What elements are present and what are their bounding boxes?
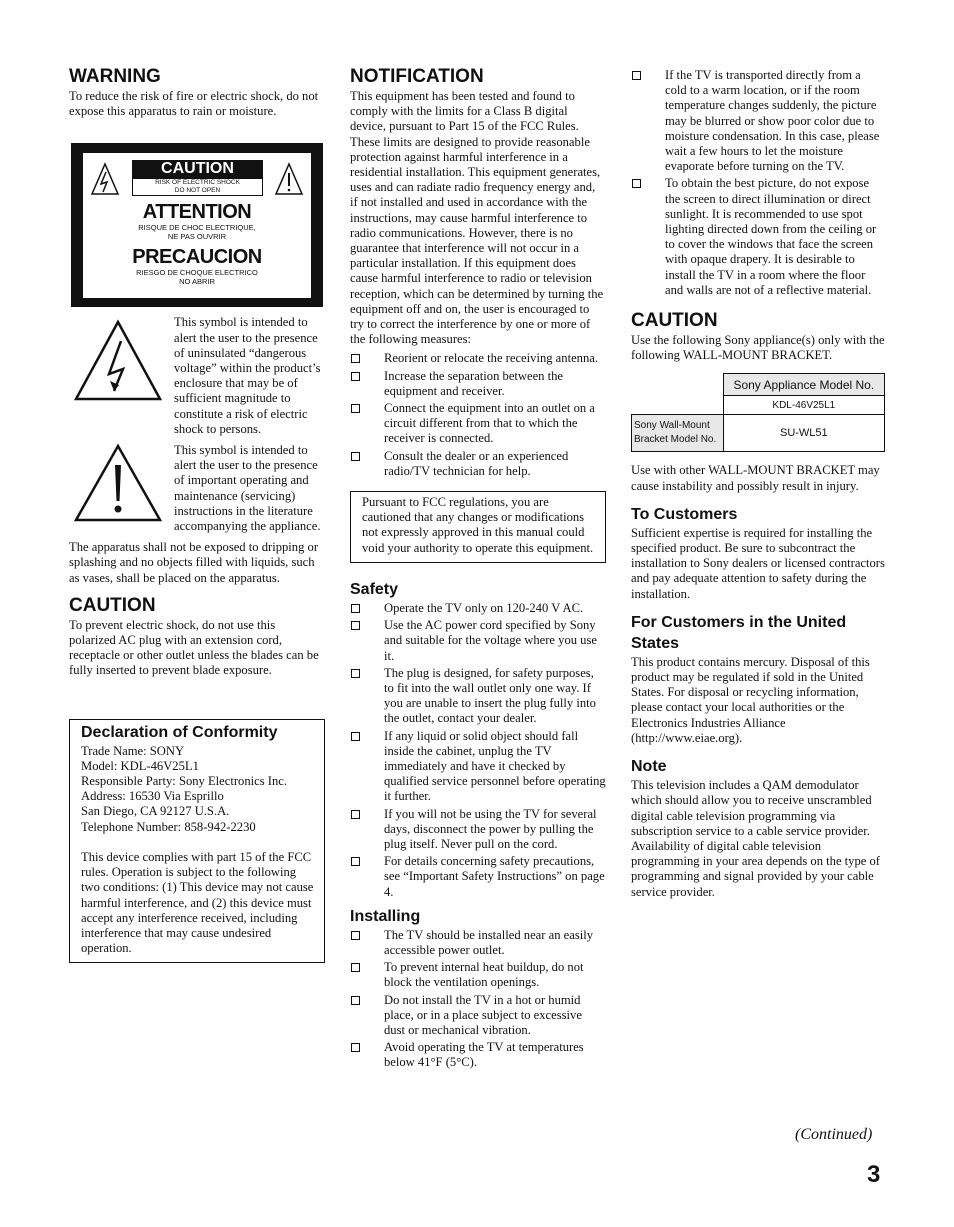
installing-list [350,928,606,1071]
declaration-line: Model: KDL-46V25L1 [81,758,199,773]
note-heading: Note [631,758,667,776]
list-item: The TV should be installed near an easily accessible power outlet. [350,928,606,958]
list-item: Avoid operating the TV at temperatures below 41°F (5°C). [350,1040,606,1070]
warning-heading: WARNING [69,66,161,87]
installing-heading: Installing [350,907,421,925]
checkbox-bullet-icon [351,732,360,741]
checkbox-bullet-icon [351,452,360,461]
checkbox-bullet-icon [632,71,641,80]
apparatus-text: The apparatus shall not be exposed to dripping or splashing and no objects filled with liquids, such as vases, shall be placed on the apparatus. [69,540,319,585]
continued-label: (Continued) [795,1126,873,1143]
exclamation-symbol-row [69,443,325,534]
customers-heading: To Customers [631,505,738,523]
condensation-list [631,68,885,298]
checkbox-bullet-icon [351,621,360,630]
list-item: If the TV is transported directly from a cold to a warm location, or if the room temperature changes suddenly, the picture may be blurred or show poor color due to moisture condensation. In this case, please wait a few hours to let the moisture evaporate before turning on the TV. [631,68,885,174]
measures-list [350,351,606,479]
list-item: Do not install the TV in a hot or humid place, or in a place subject to excessive dust or mechanical vibration. [350,993,606,1039]
table-cell-model: KDL-46V25L1 [723,396,884,415]
checkbox-bullet-icon [351,1043,360,1052]
symbol1-text: This symbol is intended to alert the user to the presence of uninsulated “dangerous voltage” within the product’s enclosure that may be of sufficient magnitude to constitute a risk of electric shock to persons. [174,315,321,436]
checkbox-bullet-icon [351,604,360,613]
after-table-text: Use with other WALL-MOUNT BRACKET may cause instability and possibly result in injury. [631,463,880,493]
declaration-title: Declaration of Conformity [81,723,278,741]
safety-list [350,601,606,900]
exclamation-triangle-icon [274,162,304,196]
notification-heading: NOTIFICATION [350,66,484,87]
list-item: To prevent internal heat buildup, do not block the ventilation openings. [350,960,606,990]
lightning-triangle-icon [90,162,120,196]
checkbox-bullet-icon [351,372,360,381]
checkbox-bullet-icon [351,810,360,819]
note-text: This television includes a QAM demodulator which should allow you to receive unscrambled digital cable television programming via subscription service to a cable service provider. Availability of digital cable television programming in your area depends on the type of programming and signal provided by your cable service provider. [631,778,881,899]
checkbox-bullet-icon [351,931,360,940]
checkbox-bullet-icon [351,404,360,413]
declaration-line: Trade Name: SONY [81,743,185,758]
us-customers-heading: For Customers in the United States [631,613,847,652]
list-item: Reorient or relocate the receiving antenna. [350,351,606,366]
exclamation-triangle-icon [73,443,163,523]
list-item: To obtain the best picture, do not expose the screen to direct illumination or direct sunlight. It is recommended to use spot lighting directed down from the ceiling or to cover the windows that face the screen with opaque drapery. It is desirable to install the TV in a room where the floor and walls are not of a reflective material. [631,176,885,298]
declaration-compliance: This device complies with part 15 of the FCC rules. Operation is subject to the following two conditions: (1) This device may not cause harmful interference, and (2) this device must accept any interference received, including interference that may cause undesired operation. [81,849,314,956]
list-item: If any liquid or solid object should fall inside the cabinet, unplug the TV immediately and have it checked by qualified service personnel before operating it further. [350,729,606,805]
label-precaucion: PRECAUCION [132,246,262,269]
label-caution: CAUTION [132,160,263,178]
list-item: If you will not be using the TV for several days, disconnect the power by pulling the plug itself. Never pull on the cord. [350,807,606,853]
declaration-box [69,719,325,964]
caution-text: To prevent electric shock, do not use this polarized AC plug with an extension cord, receptacle or other outlet unless the blades can be fully inserted to prevent blade exposure. [69,617,319,678]
list-item: Operate the TV only on 120-240 V AC. [350,601,606,616]
caution-heading: CAUTION [631,310,718,332]
page-number: 3 [867,1161,881,1188]
lightning-symbol-row [69,315,325,437]
lightning-triangle-icon [73,319,163,403]
checkbox-bullet-icon [351,857,360,866]
label-attention: ATTENTION [142,201,252,224]
caution-text: Use the following Sony appliance(s) only with the following WALL-MOUNT BRACKET. [631,333,885,363]
fcc-regulation-box: Pursuant to FCC regulations, you are cautioned that any changes or modifications not expressly approved in this manual could void your authority to operate this equipment. [350,491,606,563]
checkbox-bullet-icon [351,963,360,972]
list-item: For details concerning safety precautions, see “Important Safety Instructions” on page 4. [350,854,606,900]
column-left [69,66,325,963]
list-item: The plug is designed, for safety purposes, to fit into the wall outlet only one way. If you are unable to insert the plug fully into the outlet, contact your dealer. [350,666,606,727]
declaration-line: Telephone Number: 858-942-2230 [81,819,256,834]
symbol2-text: This symbol is intended to alert the user to the presence of important operating and maintenance (servicing) instructions in the literature accompanying the appliance. [174,443,321,534]
table-row-header-bracket: Sony Wall-Mount Bracket Model No. [632,415,724,452]
checkbox-bullet-icon [351,669,360,678]
caution-label-panel [71,143,323,307]
list-item: Connect the equipment into an outlet on a circuit different from that to which the receiver is connected. [350,401,606,447]
us-customers-text: This product contains mercury. Disposal of this product may be regulated if sold in the United States. For disposal or recycling information, please contact your local authorities or the Electronics Industries Alliance (http://www.eiae.org). [631,654,870,745]
declaration-line: Responsible Party: Sony Electronics Inc. [81,774,288,789]
checkbox-bullet-icon [351,354,360,363]
table-header-appliance: Sony Appliance Model No. [723,374,884,396]
checkbox-bullet-icon [632,179,641,188]
column-middle [350,66,606,1073]
safety-heading: Safety [350,580,399,598]
column-right [631,66,885,900]
warning-text: To reduce the risk of fire or electric shock, do not expose this apparatus to rain or moisture. [69,89,319,119]
caution-heading: CAUTION [69,594,156,616]
table-cell-bracket: SU-WL51 [723,415,884,452]
checkbox-bullet-icon [351,996,360,1005]
label-caution-sub: RISK OF ELECTRIC SHOCK DO NOT OPEN [132,178,263,196]
wall-mount-table [631,373,885,452]
label-precaucion-sub: RIESGO DE CHOQUE ELECTRICO NO ABRIR [136,268,258,287]
notification-text: This equipment has been tested and found to comply with the limits for a Class B digital device, pursuant to Part 15 of the FCC Rules. These limits are designed to provide reasonable protection against harmful interference in a residential installation. This equipment generates, uses and can radiate radio frequency energy and, if not installed and used in accordance with the instructions, may cause harmful interference to radio communications. However, there is no guarantee that interference will not occur in a particular installation. If this equipment does cause harmful interference to radio or television reception, which can be determined by turning the equipment off and on, the user is encouraged to try to correct the interference by one or more of the following measures: [350,89,604,347]
list-item: Consult the dealer or an experienced radio/TV technician for help. [350,449,606,479]
customers-text: Sufficient expertise is required for installing the specified product. Be sure to subcontract the installation to Sony dealers or licensed contractors and pay adequate attention to safety during the installation. [631,525,885,601]
declaration-line: Address: 16530 Via Esprillo [81,789,224,804]
label-attention-sub: RISQUE DE CHOC ELECTRIQUE, NE PAS OUVRIR [138,223,256,242]
list-item: Increase the separation between the equipment and receiver. [350,369,606,399]
declaration-line: San Diego, CA 92127 U.S.A. [81,804,230,819]
list-item: Use the AC power cord specified by Sony and suitable for the voltage where you use it. [350,618,606,664]
